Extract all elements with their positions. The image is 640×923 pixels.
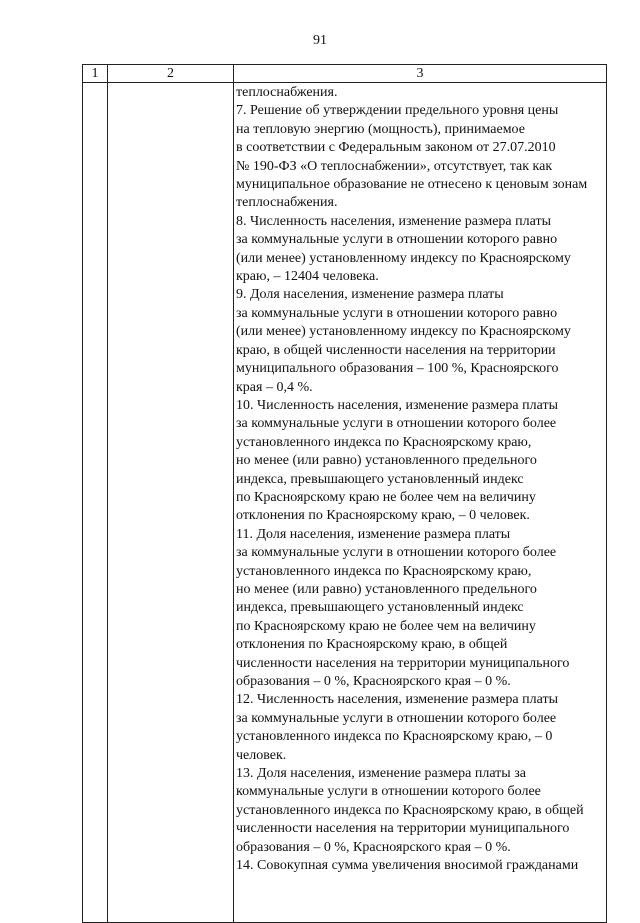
text-line: индекса, превышающего установленный индекс <box>236 600 524 616</box>
text-line: установленного индекса по Красноярскому краю, <box>236 563 532 579</box>
text-line: по Красноярскому краю не более чем на величину <box>236 489 536 505</box>
text-line: 9. Доля населения, изменение размера платы <box>236 287 504 303</box>
header-col-2: 2 <box>108 65 234 83</box>
text-line: но менее (или равно) установленного предельного <box>236 453 537 469</box>
text-line: краю, – 12404 человека. <box>236 269 379 285</box>
text-line: установленного индекса по Красноярскому краю, – 0 <box>236 729 553 745</box>
text-line: за коммунальные услуги в отношении которого равно <box>236 305 558 321</box>
text-line: численности населения на территории муниципального <box>236 821 570 837</box>
table-header-row <box>83 65 607 83</box>
document-table <box>82 64 607 923</box>
cell-col-2 <box>108 83 234 923</box>
text-line: в соответствии с Федеральным законом от 27.07.2010 <box>236 140 556 156</box>
text-line: но менее (или равно) установленного предельного <box>236 581 537 597</box>
text-line: численности населения на территории муниципального <box>236 655 570 671</box>
text-line: 12. Численность населения, изменение размера платы <box>236 692 558 708</box>
text-line: коммунальные услуги в отношении которого более <box>236 784 541 800</box>
header-col-3: 3 <box>234 65 607 83</box>
text-line: (или менее) установленному индексу по Красноярскому <box>236 324 571 340</box>
page-number: 91 <box>313 33 327 48</box>
header-col-1: 1 <box>83 65 108 83</box>
cell-col-3 <box>234 83 607 923</box>
cell-col-1 <box>83 83 108 923</box>
text-line: краю, в общей численности населения на территории <box>236 342 556 358</box>
text-line: теплоснабжения. <box>236 195 338 211</box>
text-line: муниципального образования – 100 %, Красноярского <box>236 361 559 377</box>
text-line: установленного индекса по Красноярскому краю, <box>236 434 532 450</box>
text-line: (или менее) установленному индексу по Красноярскому <box>236 250 571 266</box>
text-line: 10. Численность населения, изменение размера платы <box>236 397 558 413</box>
text-line: установленного индекса по Красноярскому краю, в общей <box>236 802 584 818</box>
text-line: края – 0,4 %. <box>236 379 313 395</box>
text-line: за коммунальные услуги в отношении которого более <box>236 545 557 561</box>
text-line: отклонения по Красноярскому краю, – 0 человек. <box>236 508 530 524</box>
text-line: муниципальное образование не отнесено к ценовым зонам <box>236 177 588 193</box>
text-line: 14. Совокупная сумма увеличения вносимой гражданами <box>236 858 579 874</box>
text-line: индекса, превышающего установленный индекс <box>236 471 524 487</box>
text-line: № 190-ФЗ «О теплоснабжении», отсутствует, так как <box>236 158 553 174</box>
text-line: отклонения по Красноярскому краю, в общей <box>236 637 508 653</box>
text-line: 8. Численность населения, изменение размера платы <box>236 213 551 229</box>
text-line: за коммунальные услуги в отношении которого более <box>236 416 557 432</box>
text-line: за коммунальные услуги в отношении которого равно <box>236 232 558 248</box>
text-line: на тепловую энергию (мощность), принимаемое <box>236 121 525 137</box>
text-line: образования – 0 %, Красноярского края – 0 %. <box>236 674 511 689</box>
text-line: образования – 0 %, Красноярского края – 0 %. <box>236 839 511 855</box>
text-line: теплоснабжения. <box>236 85 338 100</box>
text-line: 13. Доля населения, изменение размера платы за <box>236 766 526 782</box>
text-line: человек. <box>236 747 287 763</box>
text-line: 7. Решение об утверждении предельного уровня цены <box>236 103 559 119</box>
text-line: 11. Доля населения, изменение размера платы <box>236 526 511 542</box>
text-line: за коммунальные услуги в отношении которого более <box>236 710 557 726</box>
text-line: по Красноярскому краю не более чем на величину <box>236 618 536 634</box>
table-row <box>83 83 607 923</box>
